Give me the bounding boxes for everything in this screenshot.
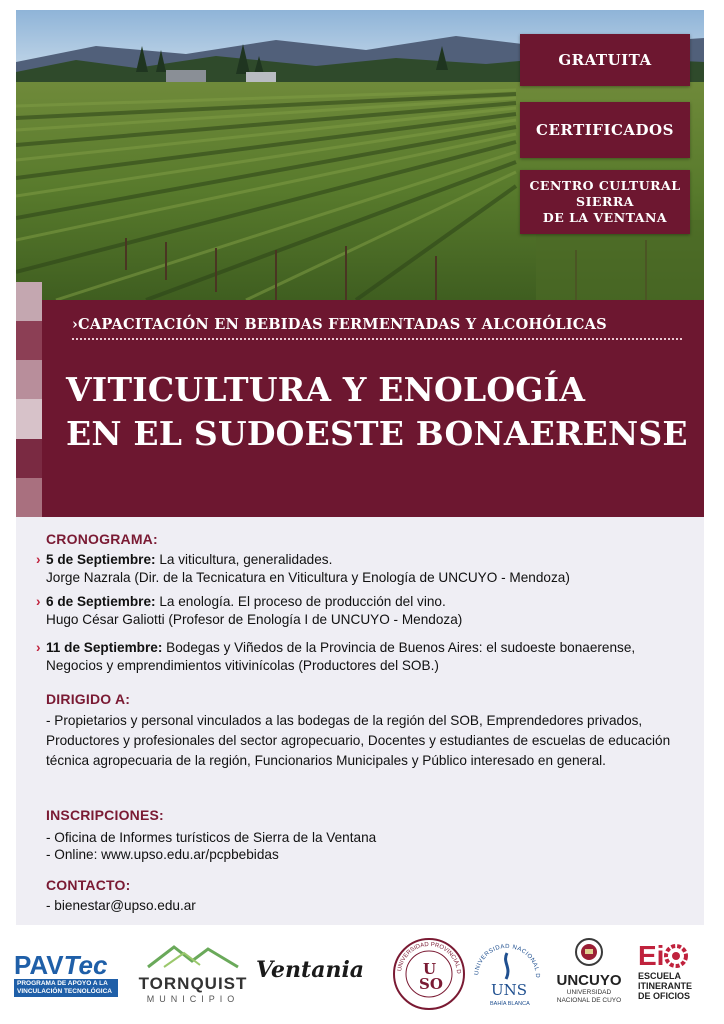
uncuyo-crest-icon — [574, 937, 604, 967]
ventania-logo: Ventania — [256, 957, 365, 983]
eio-logo: Ei ESCUELA ITINERANTE DE OFICIOS — [638, 940, 692, 1001]
content-panel — [16, 517, 704, 925]
title-line-1: VITICULTURA Y ENOLOGÍA — [66, 370, 586, 409]
registration-online: - Online: www.upso.edu.ar/pcpbebidas — [46, 847, 279, 862]
schedule-speaker: Jorge Nazrala (Dir. de la Tecnicatura en Viticultura y Enología de UNCUYO - Mendoza) — [46, 570, 570, 585]
uncuyo-logo: UNCUYO UNIVERSIDAD NACIONAL DE CUYO — [548, 937, 630, 1017]
contact-email: - bienestar@upso.edu.ar — [46, 898, 196, 913]
page-title — [66, 368, 688, 456]
title-line-2: EN EL SUDOESTE BONAERENSE — [66, 414, 688, 453]
schedule-date: 5 de Septiembre: — [46, 552, 156, 567]
svg-text:UNIVERSIDAD NACIONAL DEL SUR: UNIVERSIDAD NACIONAL D — [473, 943, 541, 979]
schedule-topic: La enología. El proceso de producción del vino. — [155, 594, 446, 609]
svg-text:SO: SO — [419, 975, 443, 993]
venue-line-1: CENTRO CULTURAL — [529, 178, 681, 193]
schedule-topic: Bodegas y Viñedos de la Provincia de Buenos Aires: el sudoeste bonaerense, — [162, 640, 636, 655]
contacto-heading: CONTACTO: — [46, 877, 131, 893]
schedule-item-3 — [36, 639, 635, 675]
poster — [16, 10, 704, 925]
venue-line-3: DE LA VENTANA — [542, 210, 668, 225]
tornquist-logo: TORNQUIST MUNICIPIO — [134, 941, 252, 1007]
venue-line-2: SIERRA — [576, 194, 634, 209]
chevron-right-icon: › — [36, 552, 41, 567]
badge-venue — [520, 170, 690, 234]
schedule-item-1 — [36, 551, 570, 587]
upso-seal-icon — [392, 937, 466, 1011]
cronograma-heading: CRONOGRAMA: — [46, 531, 158, 547]
sponsor-logos — [0, 925, 724, 1024]
schedule-date: 6 de Septiembre: — [46, 594, 156, 609]
chevron-right-icon: › — [36, 640, 41, 655]
pavtec-logo: PAVTec PROGRAMA DE APOYO A LA VINCULACIÓN TECNOLÓGICA — [14, 951, 126, 997]
schedule-speaker: Hugo César Galiotti (Profesor de Enología I de UNCUYO - Mendoza) — [46, 612, 463, 627]
dotted-divider — [72, 338, 682, 340]
schedule-date: 11 de Septiembre: — [46, 640, 163, 655]
svg-text:U: U — [423, 960, 437, 978]
uns-seal-icon — [470, 933, 544, 1013]
mountains-icon — [134, 941, 252, 969]
chevron-right-icon: › — [36, 594, 41, 609]
upso-logo — [392, 937, 466, 1011]
audience-text: - Propietarios y personal vinculados a las bodegas de la región del SOB, Emprendedores privados, Productores y profesionales del sector agropecuario, Docentes y estudiantes de escuelas de educación técnica agropecuaria de la región, Funcionarios Municipales y Público interesado en general. — [46, 713, 671, 768]
gear-icon — [664, 944, 688, 968]
registration-office: - Oficina de Informes turísticos de Sierra de la Ventana — [46, 830, 377, 845]
svg-text:UNS: UNS — [491, 981, 528, 999]
badge-free: GRATUITA — [520, 34, 690, 86]
schedule-speaker: Negocios y emprendimientos vitivinícolas (Productores del SOB.) — [46, 658, 439, 673]
schedule-topic: La viticultura, generalidades. — [155, 552, 333, 567]
dirigido-heading: DIRIGIDO A: — [46, 691, 131, 707]
uns-logo — [470, 933, 544, 1013]
inscripciones-heading: INSCRIPCIONES: — [46, 807, 164, 823]
schedule-item-2 — [36, 593, 462, 629]
decorative-stripes — [16, 282, 42, 517]
svg-text:UNIVERSIDAD PROVINCIAL DEL SUD: UNIVERSIDAD PROVINCIAL D — [397, 941, 462, 975]
program-subtitle: ›CAPACITACIÓN EN BEBIDAS FERMENTADAS Y ALCOHÓLICAS — [72, 316, 607, 333]
svg-text:BAHÍA BLANCA: BAHÍA BLANCA — [490, 1001, 530, 1007]
badge-certificates: CERTIFICADOS — [520, 102, 690, 158]
